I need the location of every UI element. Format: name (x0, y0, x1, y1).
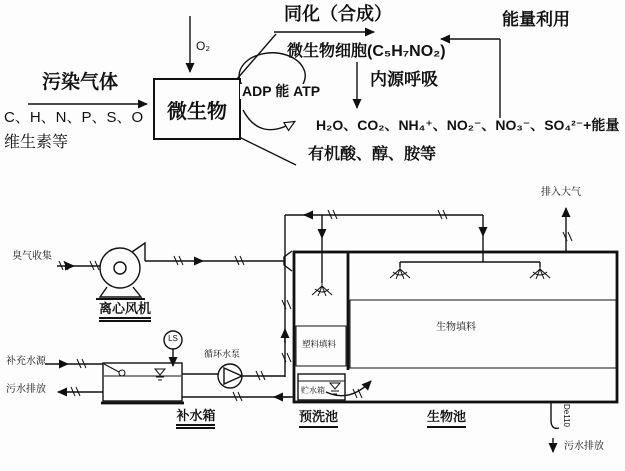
pump-label: 循环水泵 (204, 349, 241, 359)
elements-line2: 维生素等 (4, 134, 69, 151)
drain-left-label: 污水排放 (6, 384, 46, 395)
pump-icon (218, 364, 242, 388)
respiration-label: 内源呼吸 (370, 70, 438, 89)
adp-atp-label: ADP 能 ATP (242, 83, 321, 99)
energy-use-label: 能量利用 (502, 10, 570, 29)
products-label: H₂O、CO₂、NH₄⁺、NO₂⁻、NO₃⁻、SO₄²⁻+能量 (316, 117, 620, 133)
pollutant-gas-label: 污染气体 (42, 72, 119, 93)
pipe-size-label: De110 (562, 404, 571, 427)
drain-right-label: 污水排放 (564, 441, 604, 452)
prewash-packing-label: 塑料填料 (302, 339, 337, 349)
makeup-tank (101, 363, 184, 403)
bio-pool-label: 生物池 (427, 410, 466, 428)
oxygen-label: O₂ (196, 39, 210, 53)
fan-label: 离心风机 (99, 301, 151, 319)
makeup-tank-label: 补水箱 (176, 408, 215, 426)
level-switch-tag: LS (168, 334, 178, 343)
microbe-box-label: 微生物 (167, 100, 227, 123)
elements-line1: C、H、N、P、S、O (4, 109, 144, 126)
microbial-cells-label: 微生物细胞(C₅H₇NO₂) (287, 43, 446, 60)
bio-packing-label: 生物填料 (436, 322, 476, 333)
prewash-pool-label: 预洗池 (299, 410, 338, 428)
odor-source-label: 臭气收集 (12, 251, 52, 262)
centrifugal-fan-icon (96, 243, 145, 299)
makeup-water-label: 补充水源 (6, 356, 46, 367)
microbe-box (153, 78, 241, 140)
assimilation-label: 同化（合成） (284, 4, 392, 24)
to-atmosphere-label: 排入大气 (541, 187, 581, 198)
drain-trap (551, 403, 559, 452)
storage-tank-label: 贮水箱 (301, 386, 325, 395)
organics-label: 有机酸、醇、胺等 (308, 146, 437, 163)
